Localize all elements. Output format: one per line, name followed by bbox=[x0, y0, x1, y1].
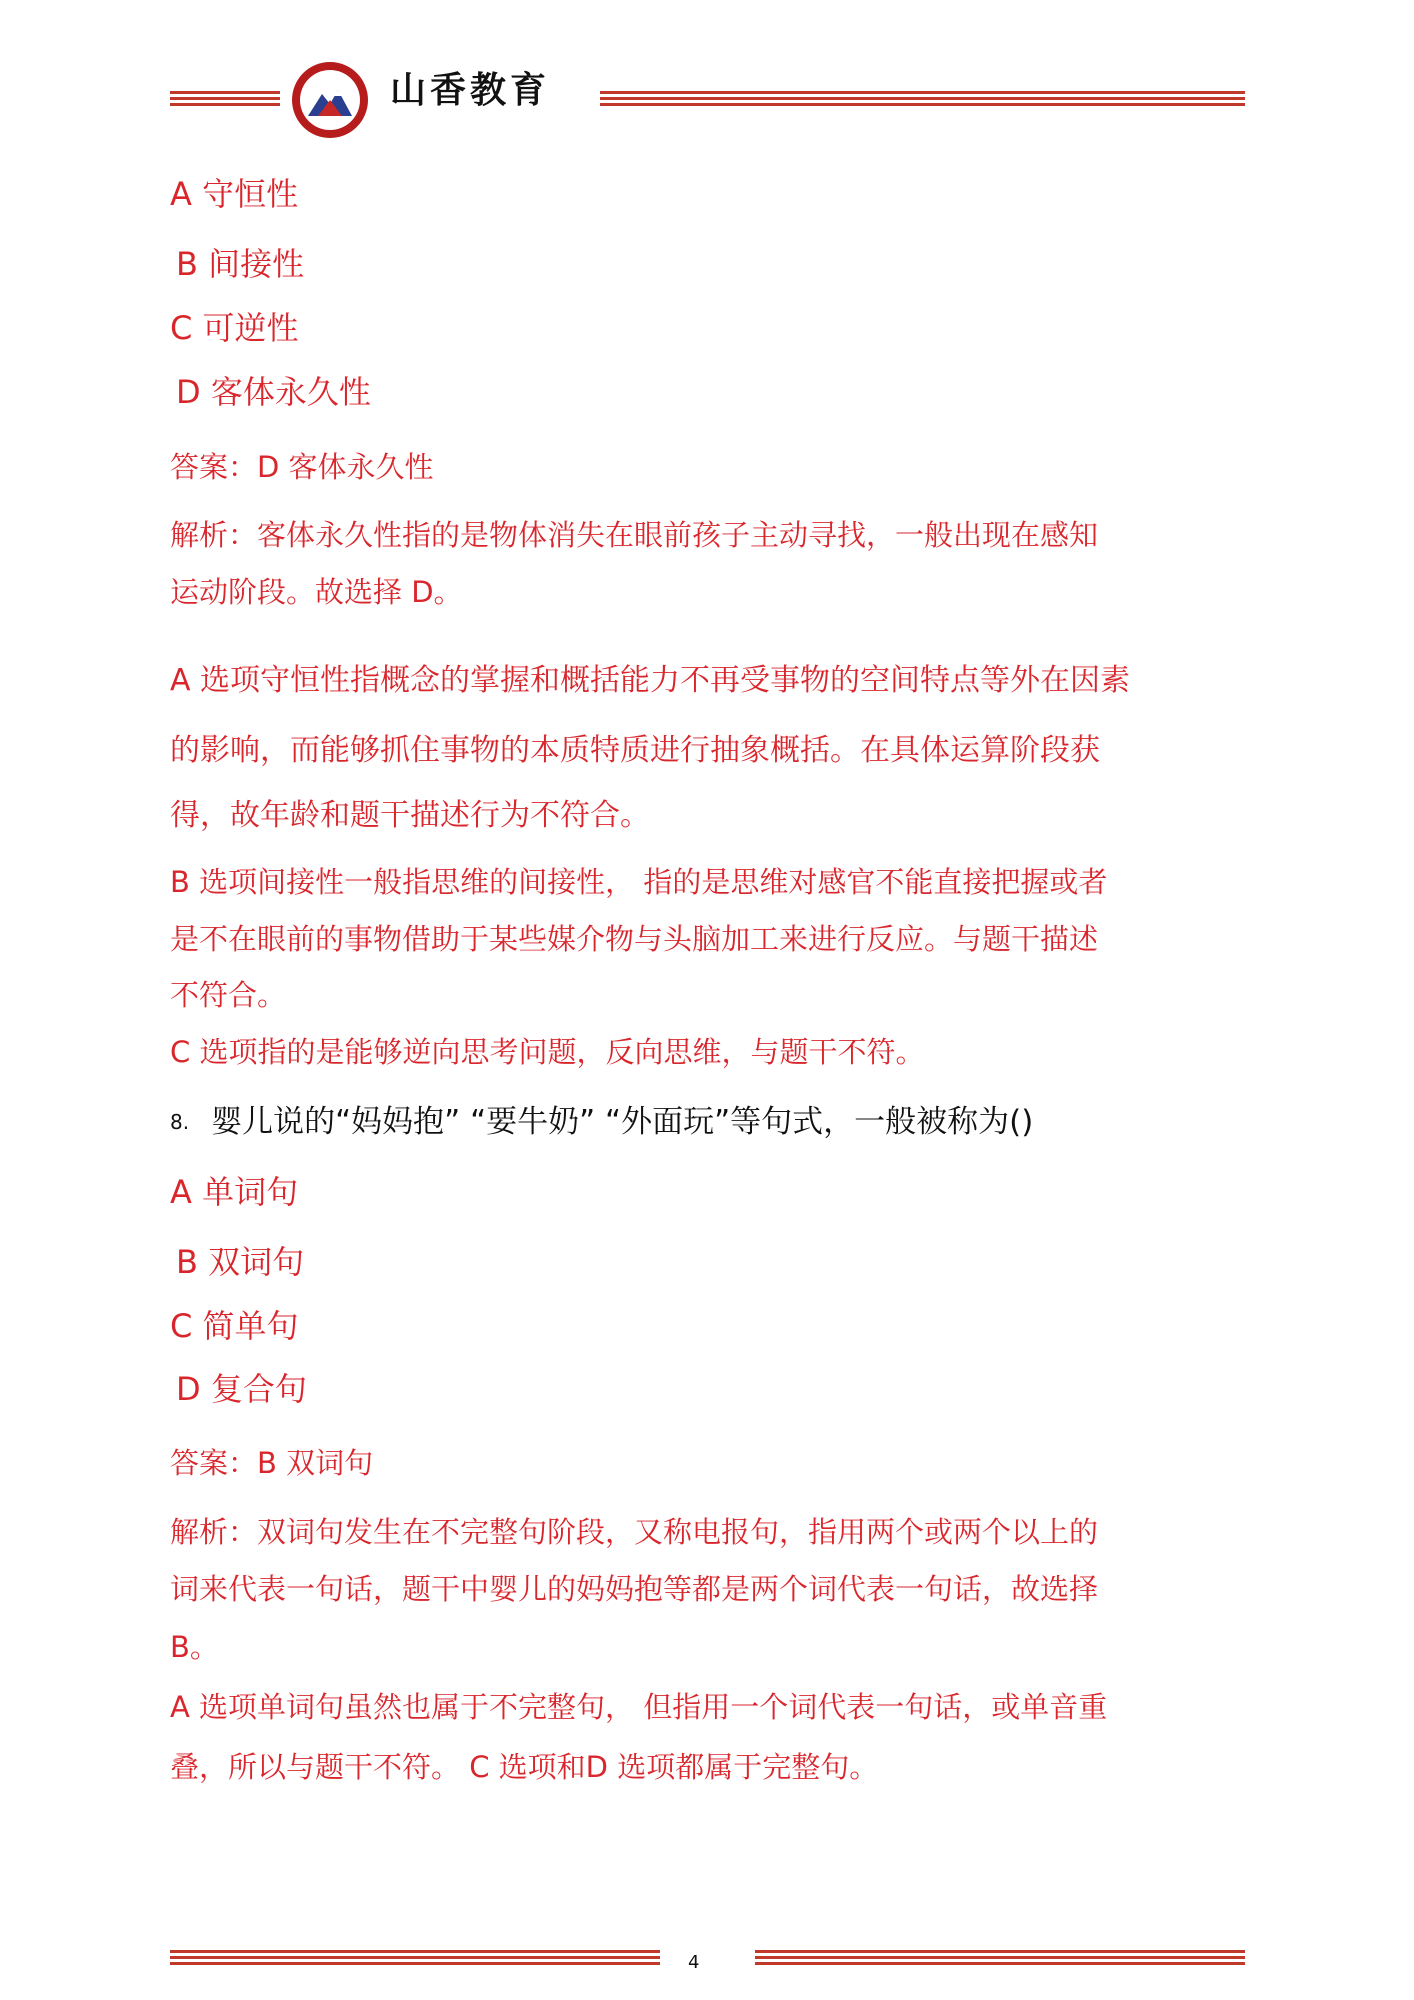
q8-answer: 答案：B 双词句 bbox=[170, 1446, 374, 1480]
q7-option-a-analysis-line-1: A 选项守恒性指概念的掌握和概括能力不再受事物的空间特点等外在因素 bbox=[170, 663, 1131, 698]
q7-answer: 答案：D 客体永久性 bbox=[170, 450, 434, 484]
q8-option-b: B 双词句 bbox=[176, 1243, 305, 1281]
q7-option-a-analysis-line-3: 得，故年龄和题干描述行为不符合。 bbox=[170, 798, 650, 833]
q8-option-a: A 单词句 bbox=[170, 1173, 299, 1211]
q8-extra-line-2: 叠，所以与题干不符。 C 选项和D 选项都属于完整句。 bbox=[170, 1750, 879, 1784]
footer-rule-right bbox=[755, 1950, 1245, 1966]
q7-option-c: C 可逆性 bbox=[170, 309, 299, 347]
footer-rule-left bbox=[170, 1950, 660, 1966]
header-rule-right bbox=[600, 91, 1245, 107]
q7-option-c-analysis: C 选项指的是能够逆向思考问题，反向思维，与题干不符。 bbox=[170, 1035, 925, 1069]
q7-option-d: D 客体永久性 bbox=[176, 373, 371, 411]
q7-option-a-analysis-line-2: 的影响，而能够抓住事物的本质特质进行抽象概括。在具体运算阶段获 bbox=[170, 733, 1100, 768]
q7-option-b-analysis-line-1: B 选项间接性一般指思维的间接性， 指的是思维对感官不能直接把握或者 bbox=[170, 865, 1108, 899]
q8-option-c: C 简单句 bbox=[170, 1307, 299, 1345]
q8-option-d: D 复合句 bbox=[176, 1370, 307, 1408]
q8-analysis-line-2: 词来代表一句话，题干中婴儿的妈妈抱等都是两个词代表一句话，故选择 bbox=[170, 1572, 1099, 1606]
q8-analysis-line-3: B。 bbox=[170, 1630, 219, 1664]
q7-option-b-analysis-line-3: 不符合。 bbox=[170, 978, 287, 1012]
q8-extra-line-1: A 选项单词句虽然也属于不完整句， 但指用一个词代表一句话，或单音重 bbox=[170, 1690, 1108, 1724]
q7-option-b: B 间接性 bbox=[176, 245, 305, 283]
q8-stem bbox=[170, 1096, 1033, 1141]
q7-option-b-analysis-line-2: 是不在眼前的事物借助于某些媒介物与头脑加工来进行反应。与题干描述 bbox=[170, 922, 1099, 956]
q7-analysis-line-1: 解析：客体永久性指的是物体消失在眼前孩子主动寻找，一般出现在感知 bbox=[170, 518, 1099, 552]
q7-option-a: A 守恒性 bbox=[170, 175, 299, 213]
q8-stem-text: 婴儿说的“妈妈抱” “要牛奶” “外面玩”等句式，一般被称为() bbox=[211, 1104, 1034, 1140]
page-number: 4 bbox=[688, 1952, 700, 1973]
q7-analysis-line-2: 运动阶段。故选择 D。 bbox=[170, 575, 463, 609]
header-rule-left bbox=[170, 91, 280, 107]
shanxiang-logo-icon bbox=[290, 60, 370, 140]
q8-number: 8. bbox=[170, 1110, 190, 1134]
q8-analysis-line-1: 解析：双词句发生在不完整句阶段，又称电报句，指用两个或两个以上的 bbox=[170, 1515, 1099, 1549]
brand-title: 山香教育 bbox=[390, 69, 551, 111]
